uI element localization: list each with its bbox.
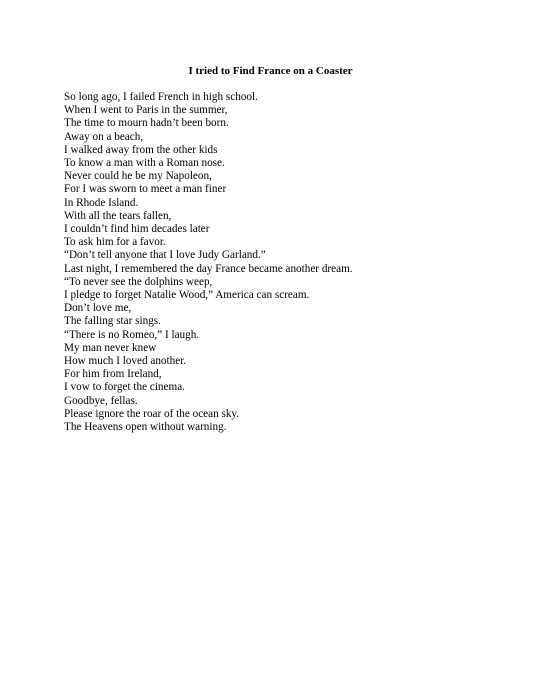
poem-line: I couldn’t find him decades later [64, 223, 210, 236]
poem-line: How much I loved another. [64, 355, 187, 368]
poem-line: I walked away from the other kids [64, 143, 218, 156]
poem-line: Goodbye, fellas. [64, 394, 138, 407]
poem-line: Please ignore the roar of the ocean sky. [64, 407, 240, 420]
poem-line: To ask him for a favor. [64, 236, 166, 249]
poem-line: Don’t love me, [64, 302, 132, 315]
poem-line: Last night, I remembered the day France became another dream. [64, 262, 353, 275]
poem-line: I vow to forget the cinema. [64, 381, 185, 394]
poem-line: The falling star sings. [64, 315, 161, 328]
poem-line: “To never see the dolphins weep, [64, 275, 213, 288]
poem-line: The Heavens open without warning. [64, 421, 227, 434]
poem-line: My man never knew [64, 341, 157, 354]
poem-line: I pledge to forget Natalie Wood,” America can scream. [64, 289, 310, 302]
poem-line: “Don’t tell anyone that I love Judy Garland.” [64, 249, 266, 262]
poem-title: I tried to Find France on a Coaster [188, 65, 353, 77]
poem-line: With all the tears fallen, [64, 209, 172, 222]
poem-line: “There is no Romeo,” I laugh. [64, 328, 200, 341]
poem-line: When I went to Paris in the summer, [64, 104, 228, 117]
poem-line: Never could he be my Napoleon, [64, 170, 212, 183]
poem-line: So long ago, I failed French in high school. [64, 91, 258, 103]
poem-line: The time to mourn hadn’t been born. [64, 117, 229, 130]
poem-line: For I was sworn to meet a man finer [64, 183, 227, 196]
poem-line: For him from Ireland, [64, 368, 162, 381]
poem-line: In Rhode Island. [64, 196, 139, 209]
poem-line: To know a man with a Roman nose. [64, 157, 225, 170]
poem-line: Away on a beach, [64, 130, 144, 143]
poem-body [64, 91, 353, 434]
